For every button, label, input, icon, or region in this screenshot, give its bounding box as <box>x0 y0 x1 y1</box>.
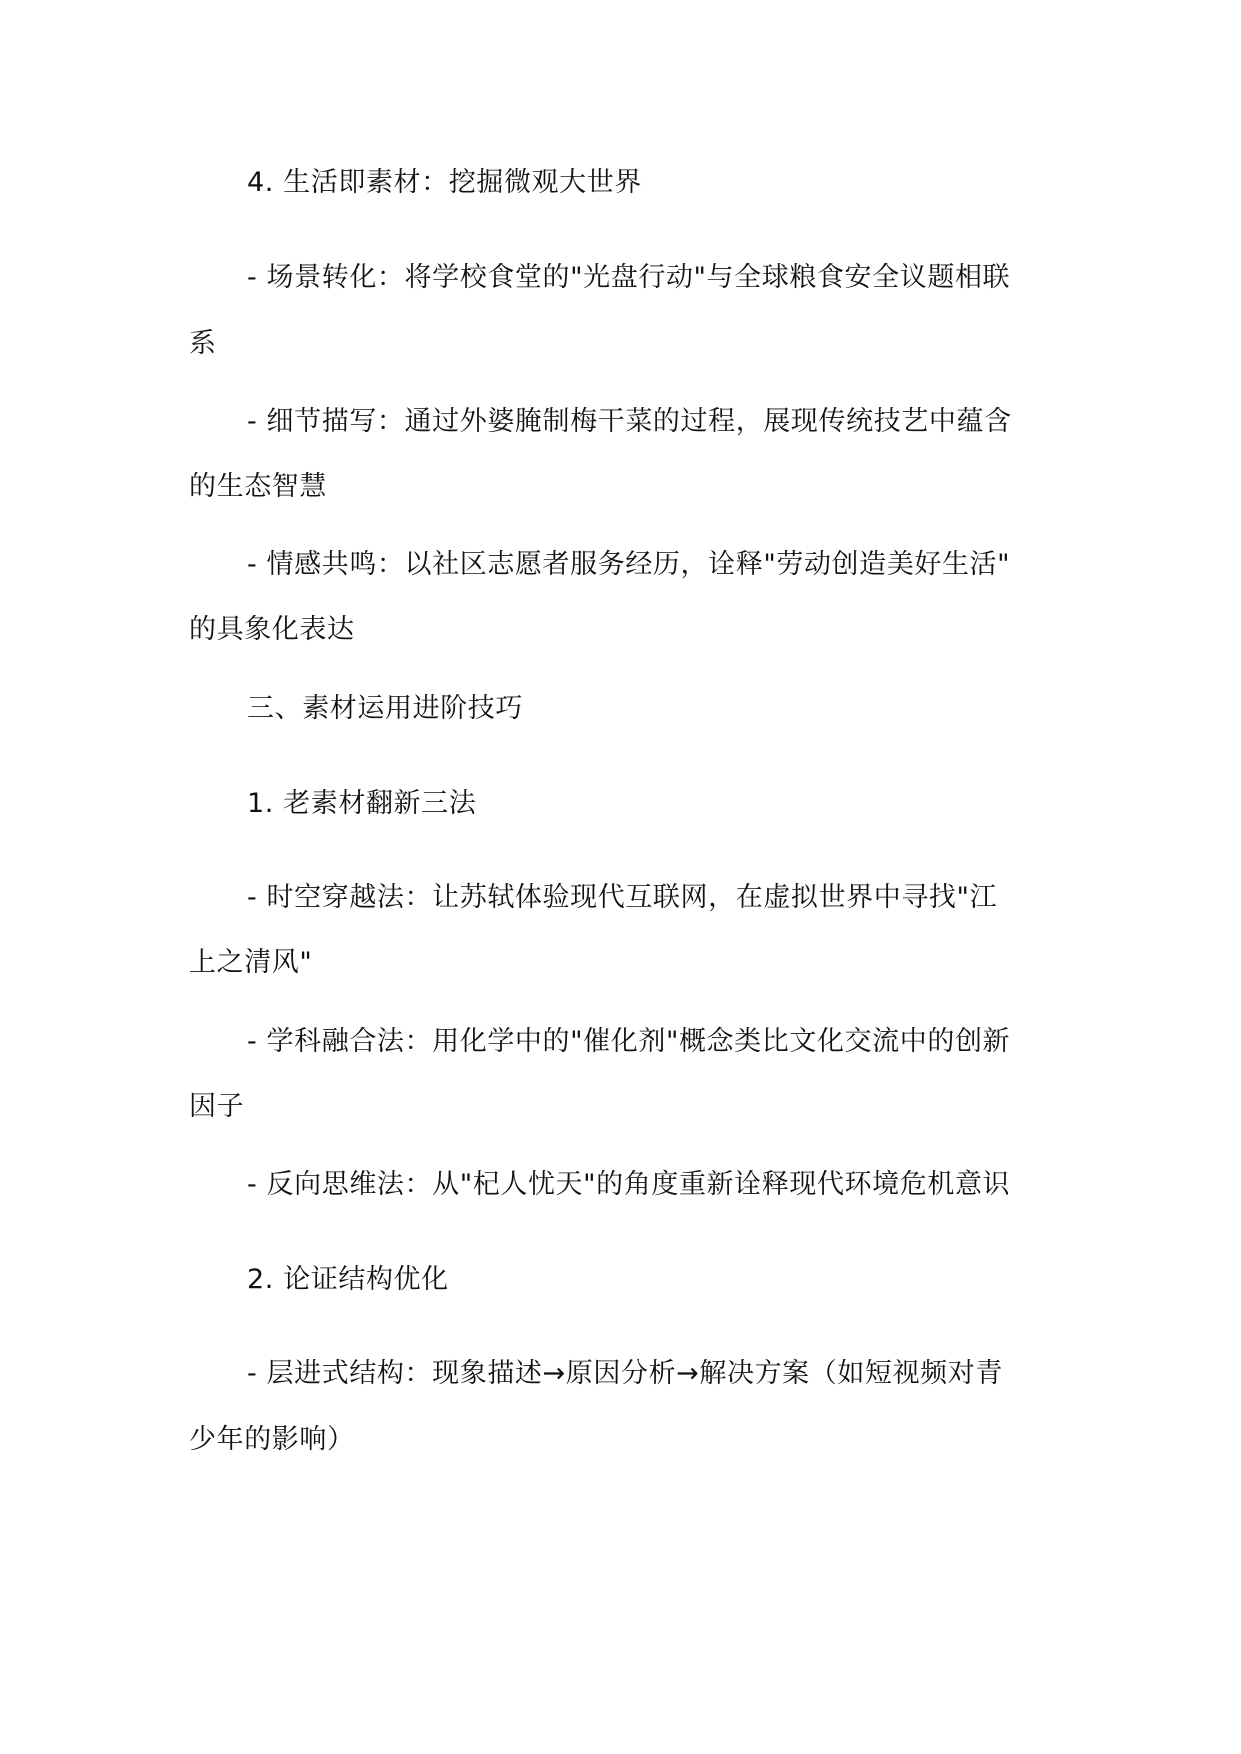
section-heading-advanced-techniques: 三、素材运用进阶技巧 <box>247 693 523 724</box>
paragraph-progressive-structure-cont: 少年的影响） <box>189 1424 355 1455</box>
paragraph-emotional-resonance-cont: 的具象化表达 <box>189 614 355 645</box>
paragraph-progressive-structure: - 层进式结构：现象描述→原因分析→解决方案（如短视频对青 <box>247 1358 1003 1389</box>
paragraph-time-travel-cont: 上之清风" <box>189 947 313 978</box>
paragraph-reverse-thinking: - 反向思维法：从"杞人忧天"的角度重新诠释现代环境危机意识 <box>247 1169 1011 1200</box>
paragraph-scene-transform-cont: 系 <box>189 328 217 359</box>
subheading-life-material: 4. 生活即素材：挖掘微观大世界 <box>247 167 642 198</box>
paragraph-detail-description-cont: 的生态智慧 <box>189 471 327 502</box>
subheading-renew-methods: 1. 老素材翻新三法 <box>247 788 477 819</box>
paragraph-interdisciplinary-cont: 因子 <box>189 1091 245 1122</box>
subheading-argument-structure: 2. 论证结构优化 <box>247 1264 449 1295</box>
paragraph-detail-description: - 细节描写：通过外婆腌制梅干菜的过程，展现传统技艺中蕴含 <box>247 406 1012 437</box>
paragraph-interdisciplinary: - 学科融合法：用化学中的"催化剂"概念类比文化交流中的创新 <box>247 1026 1011 1057</box>
paragraph-time-travel: - 时空穿越法：让苏轼体验现代互联网，在虚拟世界中寻找"江 <box>247 882 998 913</box>
paragraph-emotional-resonance: - 情感共鸣：以社区志愿者服务经历，诠释"劳动创造美好生活" <box>247 549 1011 580</box>
paragraph-scene-transform: - 场景转化：将学校食堂的"光盘行动"与全球粮食安全议题相联 <box>247 262 1011 293</box>
